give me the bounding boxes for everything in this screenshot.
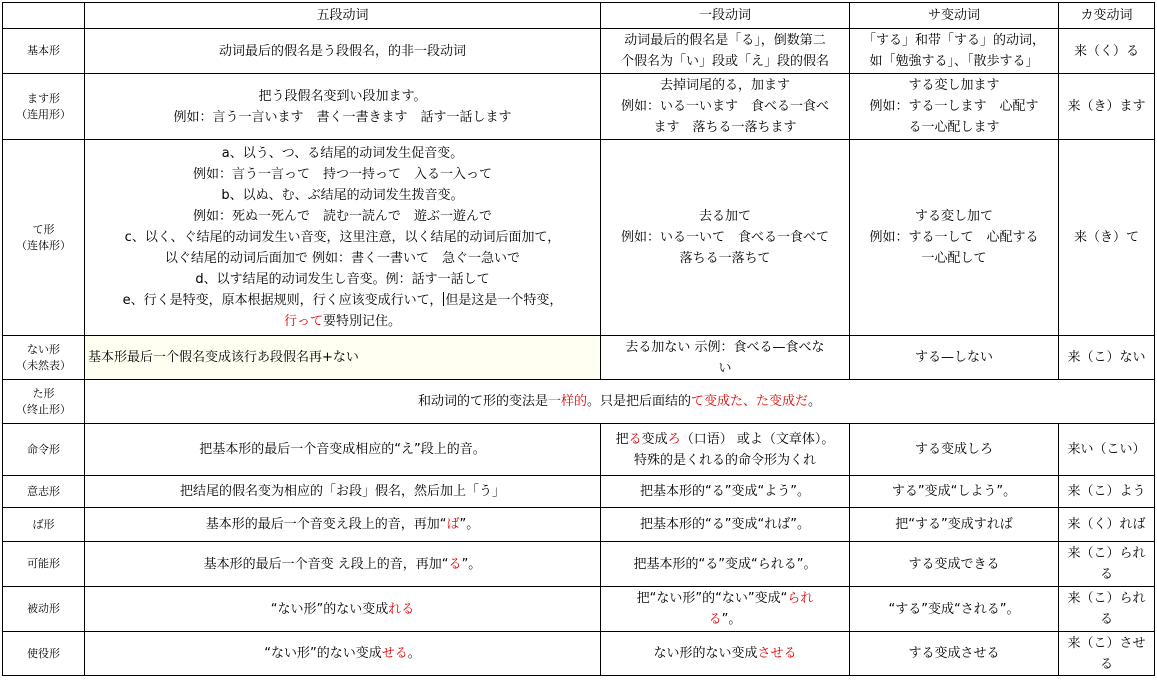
- cell-kanou-godan-p3: ”。: [461, 556, 482, 572]
- cell-shieki-godan-p1: “ない形”的ない变成: [264, 646, 382, 661]
- cell-ukemi-ichidan-line1: [604, 588, 846, 609]
- cell-shieki-kahen: [1059, 632, 1155, 676]
- cell-ta-part5: 。: [808, 394, 822, 409]
- cell-masu-godan-line1: 把う段假名变到い段加ます。: [258, 88, 427, 104]
- cell-masu-sahen-line2: 例如：する一します 心配す: [869, 99, 1039, 114]
- cell-ishi-kahen: 来（こ）よう: [1059, 476, 1155, 508]
- cell-te-godan-line9: [88, 311, 597, 332]
- cell-te-ichidan-line1: 去る加て: [698, 209, 751, 224]
- row-label-kanou: 可能形: [3, 542, 85, 587]
- row-ukemi: [3, 587, 1155, 632]
- cell-te-godan-highlight: 行って: [283, 314, 323, 329]
- cell-ba-godan-p2: ば: [446, 517, 460, 532]
- cell-kihon-ichidan-line2: 个假名为「い」段或「え」段的假名: [620, 54, 829, 69]
- cell-ba-godan-p1: 基本形的最后一个音变え段上的音，再加“: [205, 517, 447, 532]
- cell-ta-part1: 和动词的て形的变法是: [417, 394, 548, 409]
- header-row: [3, 3, 1155, 29]
- cell-meirei-ichidan: [601, 424, 850, 476]
- cell-kanou-godan: [85, 542, 601, 587]
- row-label-te-line2: （连体形）: [16, 238, 71, 252]
- cell-te-godan: [85, 140, 601, 336]
- cell-meirei-ichidan-p1: 把: [615, 431, 629, 447]
- cell-meirei-ichidan-p5: （口语） 或よ（文章体）。: [680, 431, 835, 447]
- cell-kihon-sahen-line1: 「する」和带「する」的动词，: [862, 33, 1045, 48]
- cell-kanou-sahen: する变成できる: [850, 542, 1059, 587]
- cell-kanou-kahen-line1: 来（こ）られ: [1067, 546, 1146, 561]
- cell-te-godan-line7: d、以す结尾的动词发生し音变。例：話す一話して: [195, 272, 490, 287]
- cell-ba-ichidan: 把基本形的“る”变成“れば”。: [601, 508, 850, 542]
- cell-masu-kahen: 来（き）ます: [1059, 74, 1155, 140]
- row-label-kihon: 基本形: [3, 29, 85, 74]
- cell-ukemi-kahen-line2: る: [1099, 612, 1113, 627]
- cell-nai-ichidan: [601, 336, 850, 380]
- row-meirei: [3, 424, 1155, 476]
- cell-te-godan-line4: 例如：死ぬ一死んで 読む一読んで 遊ぶ一遊んで: [192, 209, 492, 224]
- cell-te-godan-line9b: 要特別记住。: [323, 314, 402, 329]
- cell-meirei-ichidan-line2: 特殊的是くれる的命令形为くれ: [633, 452, 816, 468]
- cell-ukemi-ichidan-p3: る: [708, 612, 722, 627]
- cell-te-godan-line2: 例如：言う一言って 持つ一持って 入る一入って: [192, 167, 492, 182]
- cell-ukemi-ichidan-p4: ”。: [721, 612, 742, 627]
- row-label-ta-line2: （终止形）: [16, 402, 71, 416]
- row-label-masu: [3, 74, 85, 140]
- cell-shieki-sahen: する变成させる: [850, 632, 1059, 676]
- cell-shieki-kahen-line1: 来（こ）させ: [1067, 635, 1146, 651]
- cell-ukemi-kahen: [1059, 587, 1155, 632]
- row-label-masu-line2: （连用形）: [16, 107, 71, 121]
- cell-ba-kahen: 来（く）れば: [1059, 508, 1155, 542]
- cell-nai-sahen: する—しない: [850, 336, 1059, 380]
- header-kahen: カ变动词: [1059, 3, 1155, 29]
- row-masu: [3, 74, 1155, 140]
- cell-meirei-sahen: する变成しろ: [850, 424, 1059, 476]
- row-kanou: [3, 542, 1155, 587]
- row-label-ukemi: 被动形: [3, 587, 85, 632]
- cell-ukemi-kahen-line1: 来（こ）られ: [1067, 591, 1146, 606]
- cell-nai-godan: 基本形最后一个假名变成该行あ段假名再+ない: [85, 336, 601, 380]
- row-ishi: [3, 476, 1155, 508]
- cell-kanou-godan-p2: る: [448, 556, 462, 572]
- cell-shieki-kahen-line2: る: [1099, 656, 1113, 672]
- cell-meirei-ichidan-p2: る: [628, 431, 642, 447]
- row-shieki: [3, 632, 1155, 676]
- cell-ukemi-ichidan-line2: [604, 609, 846, 630]
- cell-ba-godan: [85, 508, 601, 542]
- row-label-masu-line1: ます形: [27, 91, 60, 105]
- cell-kanou-kahen: [1059, 542, 1155, 587]
- cell-ta-part2: 一样的: [547, 394, 587, 409]
- cell-kanou-ichidan: 把基本形的“る”变成“られる”。: [601, 542, 850, 587]
- cell-ishi-ichidan: 把基本形的“る”变成“よう”。: [601, 476, 850, 508]
- cell-shieki-ichidan-p2: させる: [757, 646, 797, 661]
- cell-te-ichidan-line2: 例如：いる一いて 食べる一食べて: [620, 230, 829, 245]
- cell-te-sahen: [850, 140, 1059, 336]
- cell-ishi-godan: 把结尾的假名变为相应的「お段」假名，然后加上「う」: [85, 476, 601, 508]
- row-ba: [3, 508, 1155, 542]
- cell-ukemi-godan: [85, 587, 601, 632]
- cell-ta-merged: [85, 380, 1155, 424]
- cell-shieki-godan: [85, 632, 601, 676]
- cell-te-ichidan: [601, 140, 850, 336]
- row-label-ba: ば形: [3, 508, 85, 542]
- cell-masu-sahen-line1: する変し加ます: [908, 78, 1000, 93]
- cell-meirei-ichidan-p4: ろ: [667, 431, 681, 447]
- verb-conjugation-table: [2, 2, 1155, 676]
- cell-kihon-sahen-line2: 如「勉強する」、「散歩する」: [869, 54, 1039, 69]
- cell-meirei-ichidan-line1: [604, 429, 846, 450]
- cell-shieki-ichidan-p1: ない形的ない变成: [653, 646, 758, 661]
- cell-ta-part3: 。只是把后面结的: [586, 394, 691, 409]
- header-godan: 五段动词: [85, 3, 601, 29]
- cell-ukemi-ichidan-p2: られ: [787, 591, 814, 606]
- header-sahen: サ变动词: [850, 3, 1059, 29]
- cell-te-sahen-line2: 例如：する一して 心配する: [869, 230, 1039, 245]
- cell-meirei-godan: 把基本形的最后一个音变成相应的“え”段上的音。: [85, 424, 601, 476]
- row-label-nai: [3, 336, 85, 380]
- cell-te-godan-line1: a、以う、つ、る结尾的动词发生促音变。: [221, 146, 464, 161]
- cell-ukemi-ichidan-p1: 把“ない形”的“ない”变成“: [636, 591, 788, 606]
- row-label-shieki: 使役形: [3, 632, 85, 676]
- cell-kanou-kahen-line2: る: [1099, 567, 1113, 582]
- cell-masu-godan: [85, 74, 601, 140]
- cell-meirei-kahen: 来い（こい）: [1059, 424, 1155, 476]
- row-label-te: [3, 140, 85, 336]
- cell-te-godan-line8: [88, 290, 597, 311]
- cell-te-godan-line5: c、以く、ぐ结尾的动词发生い音变，这里注意，以く结尾的动词后面加て，: [124, 230, 561, 245]
- row-label-ta-line1: た形: [32, 386, 55, 400]
- cell-ukemi-godan-p1: “ない形”的ない变成: [270, 601, 389, 617]
- cell-kihon-kahen: 来（く）る: [1059, 29, 1155, 74]
- cell-te-ichidan-line3: 落ちる一落ちて: [679, 251, 771, 266]
- cell-masu-ichidan: [601, 74, 850, 140]
- cell-shieki-ichidan: [601, 632, 850, 676]
- row-ta: [3, 380, 1155, 424]
- cell-masu-ichidan-line2: 例如：いる一います 食べる一食べ: [620, 99, 829, 114]
- cell-ta-part4: て变成た、た变成だ: [691, 394, 809, 409]
- cell-te-godan-line3: b、以ぬ、む、ぶ结尾的动词发生拨音变。: [221, 188, 464, 203]
- cell-ba-godan-p3: ”。: [459, 517, 480, 532]
- header-ichidan: 一段动词: [601, 3, 850, 29]
- cell-ba-sahen: 把“する”变成すれば: [850, 508, 1059, 542]
- header-blank: [3, 3, 85, 29]
- cell-kihon-ichidan-line1: 动词最后的假名是「る」，倒数第二: [624, 33, 826, 48]
- cell-ukemi-godan-p2: れる: [388, 601, 415, 617]
- row-label-nai-line1: ない形: [27, 342, 60, 356]
- row-label-nai-line2: （未然表）: [16, 358, 71, 372]
- row-label-meirei: 命令形: [3, 424, 85, 476]
- row-kihon: [3, 29, 1155, 74]
- cell-shieki-godan-p2: せる: [381, 646, 408, 661]
- row-label-te-line1: て形: [32, 222, 55, 236]
- cell-masu-godan-line2: 例如：言う一言います 書く一書きます 話す一話します: [173, 109, 512, 125]
- cell-masu-sahen-line3: る一心配します: [908, 120, 1000, 135]
- cell-meirei-ichidan-p3: 变成: [641, 431, 668, 447]
- cell-nai-ichidan-line1: 去る加ない 示例：食べる—食べな: [625, 339, 825, 355]
- cell-ishi-sahen: する”变成“しよう”。: [850, 476, 1059, 508]
- row-nai: [3, 336, 1155, 380]
- cell-nai-ichidan-line2: い: [718, 360, 732, 376]
- cell-masu-ichidan-line3: ます 落ちる一落ちます: [653, 120, 797, 135]
- cell-shieki-godan-p3: 。: [407, 646, 421, 661]
- row-label-ta: [3, 380, 85, 424]
- cell-te-godan-line8a: e、行く是特变，原本根据规则，行く应该变成行いて，: [122, 293, 443, 308]
- cell-kihon-godan: 动词最后的假名是う段假名，的非一段动词: [85, 29, 601, 74]
- cell-nai-kahen: 来（こ）ない: [1059, 336, 1155, 380]
- cell-te-kahen: 来（き）て: [1059, 140, 1155, 336]
- cell-te-godan-line8b: 但是这是一个特变，: [445, 293, 563, 308]
- cell-te-sahen-line3: 一心配して: [921, 251, 987, 266]
- row-te: [3, 140, 1155, 336]
- cell-masu-ichidan-line1: 去掉词尾的る，加ます: [659, 78, 790, 93]
- cell-ukemi-ichidan: [601, 587, 850, 632]
- cell-kanou-godan-p1: 基本形的最后一个音变 え段上的音，再加“: [203, 556, 449, 572]
- cell-masu-sahen: [850, 74, 1059, 140]
- cell-ukemi-sahen: “する”变成“される”。: [850, 587, 1059, 632]
- cell-kihon-sahen: [850, 29, 1059, 74]
- cell-kihon-ichidan: [601, 29, 850, 74]
- cell-te-sahen-line1: する変し加て: [914, 209, 993, 224]
- cell-te-godan-line6: 以ぐ结尾的动词后面加で 例如：書く一書いて 急ぐ一急いで: [164, 251, 521, 266]
- row-label-ishi: 意志形: [3, 476, 85, 508]
